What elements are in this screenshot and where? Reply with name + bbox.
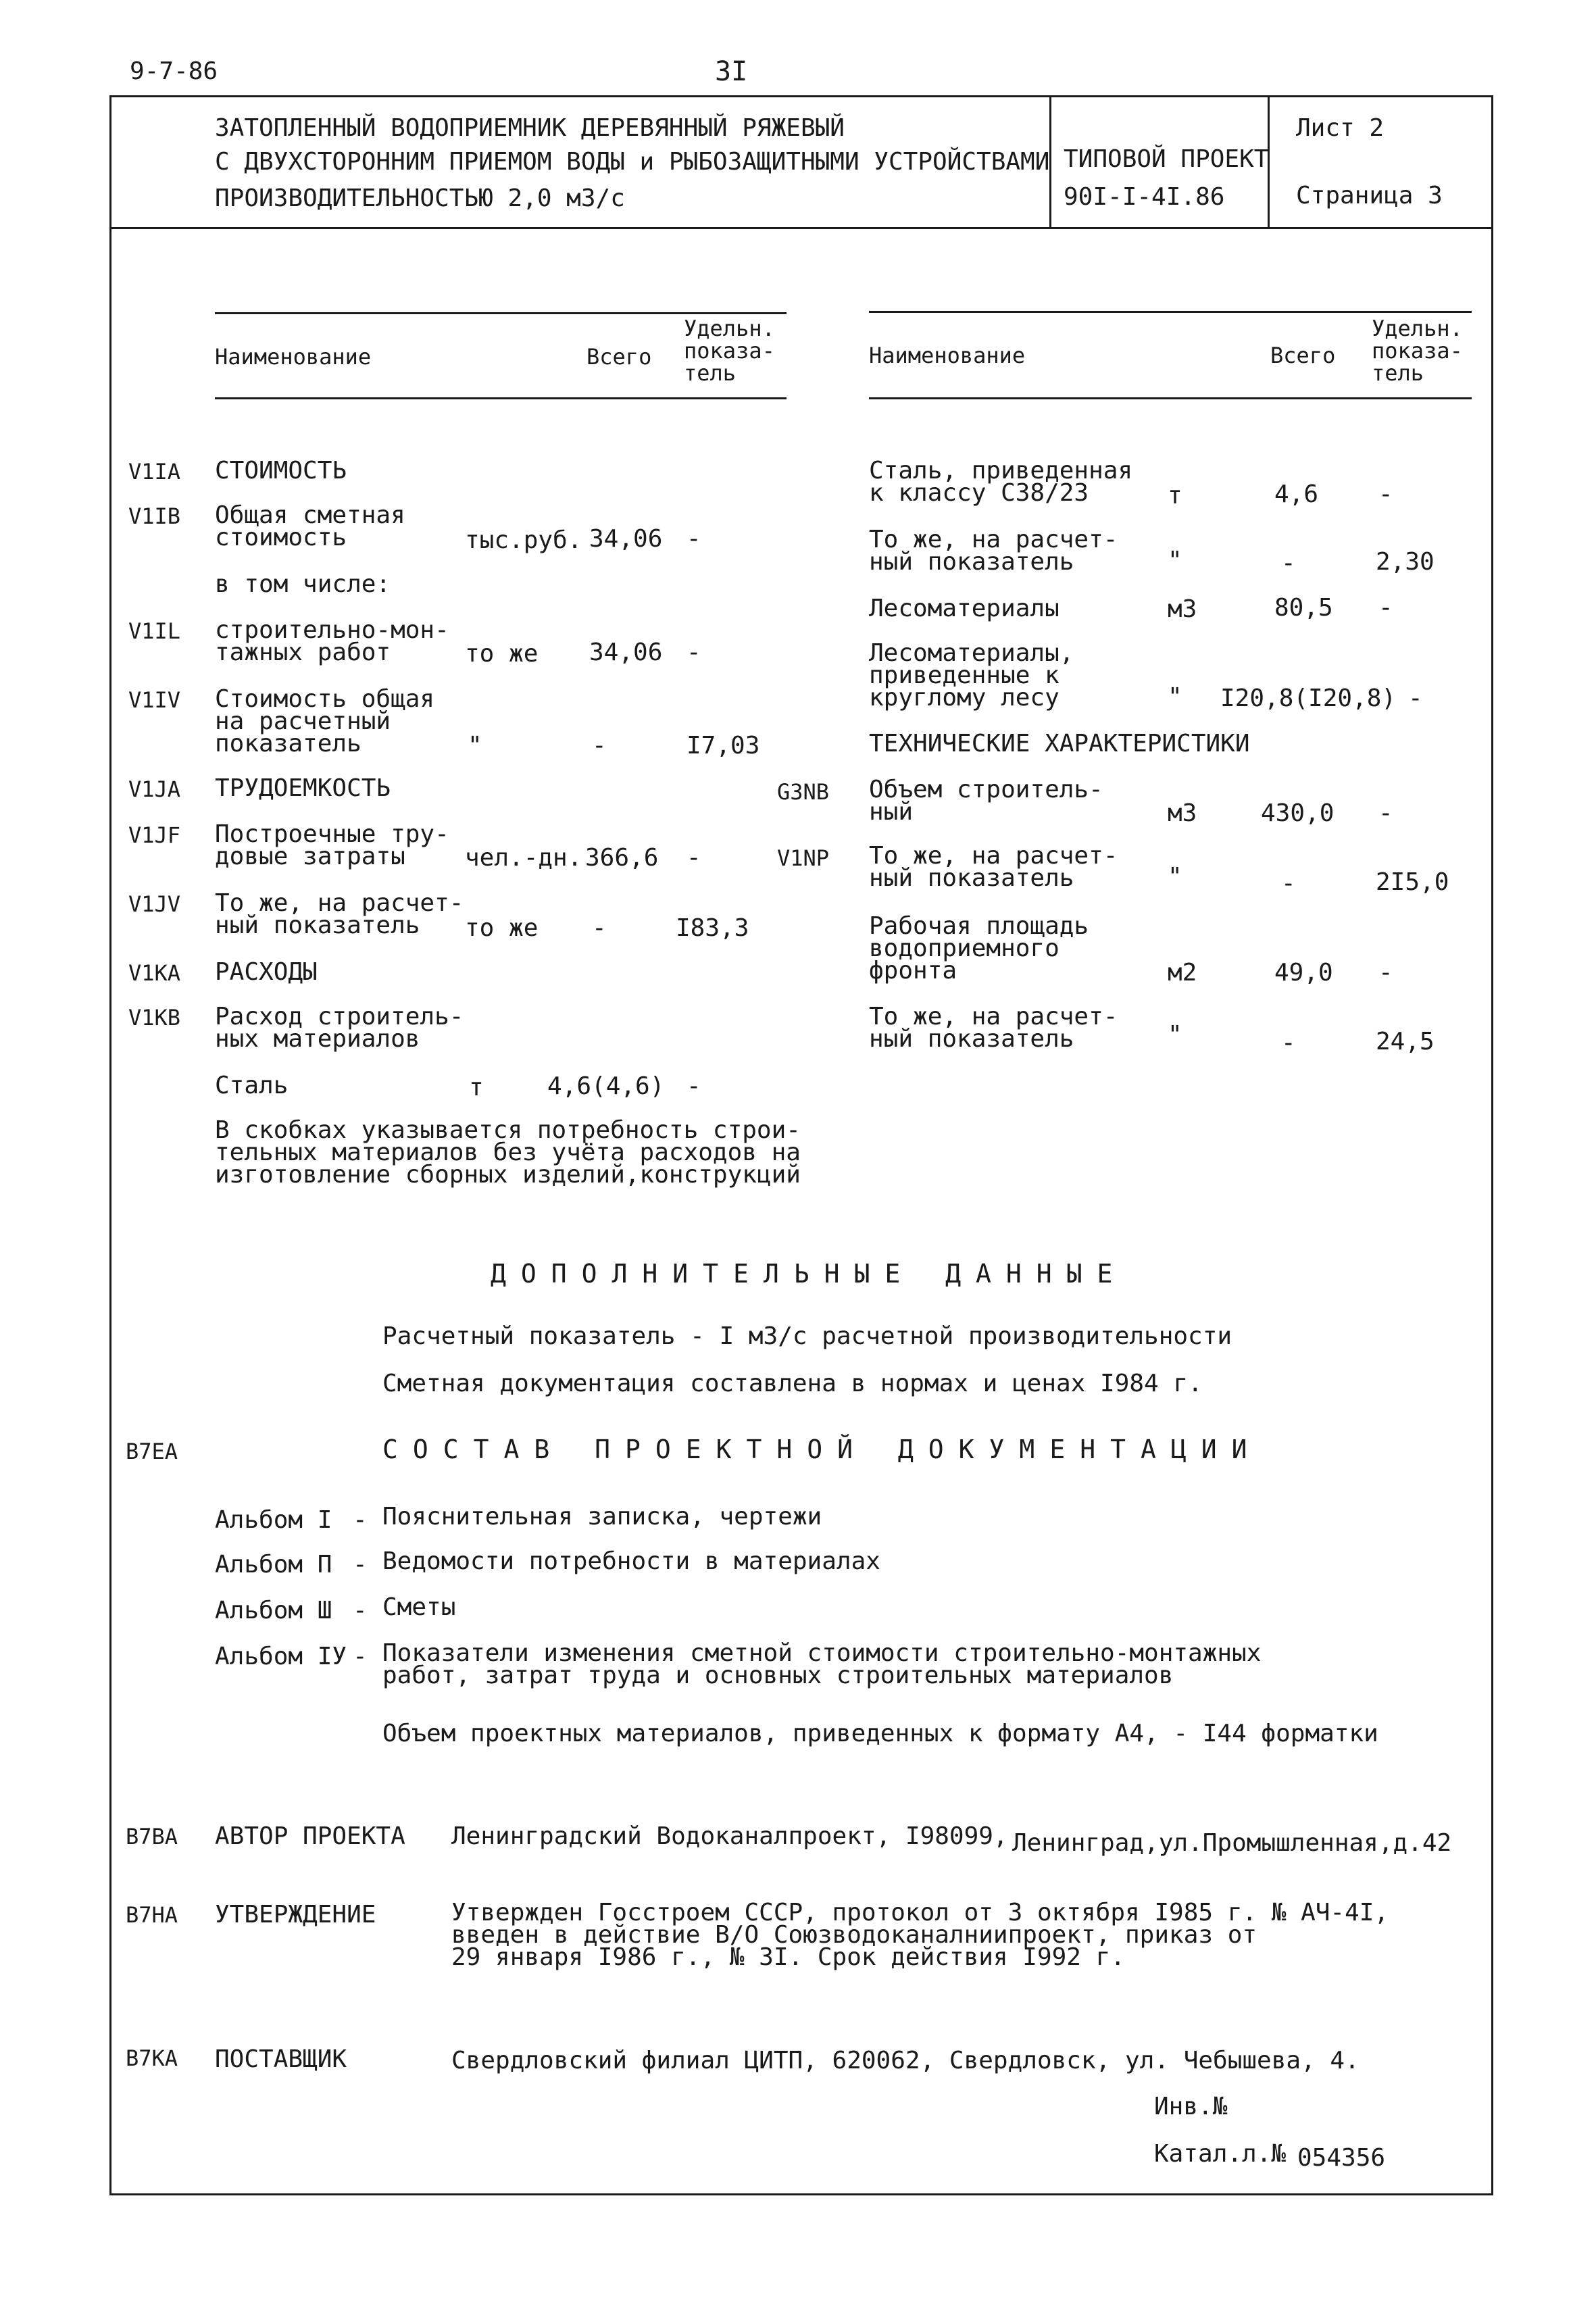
left-header-name: Наименование xyxy=(215,344,372,370)
row-name: Лесоматериалы xyxy=(869,595,1059,622)
row-name: Сталь xyxy=(215,1072,289,1099)
row-unit: то же xyxy=(465,914,539,942)
album-text: Показатели изменения сметной стоимости строительно-монтажных работ, затрат труда и основных строительных материалов xyxy=(382,1639,1262,1689)
row-specific: 2,30 xyxy=(1376,548,1435,576)
row-total: - xyxy=(592,914,607,942)
row-code: V1JV xyxy=(128,891,181,917)
row-total: 4,6(4,6) xyxy=(547,1072,665,1100)
row-unit: " xyxy=(1168,683,1182,711)
row-name: строительно-мон- тажных работ xyxy=(215,616,449,666)
header-bottom-rule xyxy=(109,227,1493,229)
row-specific: 2I5,0 xyxy=(1376,868,1449,896)
row-name: в том числе: xyxy=(215,570,391,598)
date-stamp: 9-7-86 xyxy=(130,57,218,85)
row-code: V1NP xyxy=(777,845,830,871)
left-table-top-rule xyxy=(215,312,787,314)
row-name: СТОИМОСТЬ xyxy=(215,457,347,484)
footer-code: В7КА xyxy=(126,2045,178,2071)
row-total: - xyxy=(592,732,607,760)
row-specific: - xyxy=(687,639,701,666)
row-name: РАСХОДЫ xyxy=(215,958,318,986)
album-text: Пояснительная записка, чертежи xyxy=(382,1503,822,1530)
project-number: 90I-I-4I.86 xyxy=(1064,183,1225,211)
album-label: Альбом Ш xyxy=(215,1597,332,1624)
left-header-specific: Удельн. показа- тель xyxy=(684,316,775,386)
album-dash: - xyxy=(353,1597,368,1624)
right-header-name: Наименование xyxy=(869,343,1026,368)
additional-line-2: Сметная документация составлена в нормах и ценах I984 г. xyxy=(382,1370,1203,1397)
row-specific: - xyxy=(1378,959,1393,987)
left-table-header-rule xyxy=(215,397,787,399)
row-name: То же, на расчет- ный показатель xyxy=(869,842,1118,892)
title-line-3: ПРОИЗВОДИТЕЛЬНОСТЬЮ 2,0 м3/с xyxy=(215,184,625,212)
footer-label: УТВЕРЖДЕНИЕ xyxy=(215,1901,376,1928)
row-specific: - xyxy=(687,1072,701,1100)
row-specific: - xyxy=(1378,594,1393,622)
album-text: Сметы xyxy=(382,1593,456,1621)
row-unit: м3 xyxy=(1168,595,1197,623)
row-name: То же, на расчет- ный показатель xyxy=(869,1003,1118,1053)
row-specific: - xyxy=(1408,684,1423,712)
row-unit: " xyxy=(1168,547,1182,574)
row-code: V1KB xyxy=(128,1005,181,1030)
album-dash: - xyxy=(353,1643,368,1670)
row-name: Общая сметная стоимость xyxy=(215,501,405,551)
materials-volume: Объем проектных материалов, приведенных к формату А4, - I44 форматки xyxy=(382,1720,1378,1747)
album-label: Альбом П xyxy=(215,1551,332,1578)
project-label: ТИПОВОЙ ПРОЕКТ xyxy=(1064,145,1269,173)
section-heading: ТЕХНИЧЕСКИЕ ХАРАКТЕРИСТИКИ xyxy=(869,730,1250,757)
album-label: Альбом IУ xyxy=(215,1643,347,1670)
row-unit: тыс.руб. xyxy=(465,526,582,554)
row-total: 366,6 xyxy=(585,844,659,872)
album-dash: - xyxy=(353,1506,368,1534)
row-total: I20,8(I20,8) xyxy=(1220,684,1397,712)
left-header-total: Всего xyxy=(587,344,652,370)
footer-label: АВТОР ПРОЕКТА xyxy=(215,1822,405,1850)
row-total: 80,5 xyxy=(1274,594,1333,622)
row-code: V1IB xyxy=(128,503,181,529)
album-text: Ведомости потребности в материалах xyxy=(382,1547,880,1575)
row-name: Объем строитель- ный xyxy=(869,776,1103,826)
right-table-header-rule xyxy=(869,397,1472,399)
page-label: Страница 3 xyxy=(1296,182,1443,209)
row-total: - xyxy=(1281,1029,1296,1057)
row-name: То же, на расчет- ный показатель xyxy=(869,526,1118,576)
right-header-specific: Удельн. показа- тель xyxy=(1372,316,1463,386)
row-total: 430,0 xyxy=(1261,799,1335,827)
row-code: G3NB xyxy=(777,779,830,805)
composition-code: В7ЕА xyxy=(126,1439,178,1464)
row-unit: чел.-дн. xyxy=(465,844,582,872)
row-unit: " xyxy=(1168,1021,1182,1049)
right-table-top-rule xyxy=(869,311,1472,313)
row-total: 49,0 xyxy=(1274,959,1333,987)
row-total: 34,06 xyxy=(589,525,663,553)
row-specific: - xyxy=(1378,799,1393,827)
footer-code: В7ВА xyxy=(126,1824,178,1849)
footer-label: ПОСТАВЩИК xyxy=(215,2045,347,2073)
right-header-total: Всего xyxy=(1270,343,1336,368)
catalog-number: 054356 xyxy=(1297,2144,1386,2172)
row-name: Расход строитель- ных материалов xyxy=(215,1003,464,1053)
header-divider-1 xyxy=(1049,95,1051,229)
row-unit: т xyxy=(469,1074,484,1101)
row-specific: - xyxy=(687,844,701,872)
row-name: Сталь, приведенная к классу С38/23 xyxy=(869,457,1133,507)
additional-line-1: Расчетный показатель - I м3/с расчетной производительности xyxy=(382,1322,1232,1350)
title-line-1: ЗАТОПЛЕННЫЙ ВОДОПРИЕМНИК ДЕРЕВЯННЫЙ РЯЖЕВЫЙ xyxy=(215,114,845,142)
row-specific: I7,03 xyxy=(687,732,760,760)
row-total: 34,06 xyxy=(589,639,663,666)
album-label: Альбом I xyxy=(215,1506,332,1534)
footer-text-2: Ленинград,ул.Промышленная,д.42 xyxy=(1012,1829,1452,1857)
row-name: ТРУДОЕМКОСТЬ xyxy=(215,774,391,802)
row-code: V1JA xyxy=(128,776,181,802)
row-unit: м3 xyxy=(1168,799,1197,827)
row-name: То же, на расчет- ный показатель xyxy=(215,889,464,939)
composition-heading: СОСТАВ ПРОЕКТНОЙ ДОКУМЕНТАЦИИ xyxy=(382,1435,1262,1464)
row-name: Стоимость общая на расчетный показатель xyxy=(215,685,435,757)
row-code: V1IA xyxy=(128,459,181,484)
row-specific: - xyxy=(1378,480,1393,508)
row-name: Построечные тру- довые затраты xyxy=(215,820,449,870)
footer-code: В7НА xyxy=(126,1902,178,1928)
row-code: V1IL xyxy=(128,618,181,644)
footer-text: Утвержден Госстроем СССР, протокол от 3 октября I985 г. № АЧ-4I, введен в действие В/О Союзводоканалниипроект, приказ от 29 января I986 г., № 3I. Срок действия I992 г. xyxy=(451,1899,1389,1971)
left-table-note: В скобках указывается потребность строи- тельных материалов без учёта расходов на изготовление сборных изделий,конструкций xyxy=(215,1116,801,1189)
row-total: 4,6 xyxy=(1274,480,1319,508)
row-total: - xyxy=(1281,549,1296,577)
row-total: - xyxy=(1281,870,1296,897)
row-unit: " xyxy=(1168,863,1182,891)
row-name: Рабочая площадь водоприемного фронта xyxy=(869,912,1089,985)
row-specific: - xyxy=(687,525,701,553)
row-unit: т xyxy=(1168,482,1182,509)
sheet-label: Лист 2 xyxy=(1296,114,1385,142)
row-code: V1IV xyxy=(128,687,181,713)
additional-heading: ДОПОЛНИТЕЛЬНЫЕ ДАННЫЕ xyxy=(491,1259,1128,1289)
page-number: 3I xyxy=(715,56,748,87)
footer-text: Свердловский филиал ЦИТП, 620062, Свердловск, ул. Чебышева, 4. xyxy=(451,2047,1360,2074)
row-name: Лесоматериалы, приведенные к круглому лесу xyxy=(869,639,1074,712)
row-specific: 24,5 xyxy=(1376,1028,1435,1055)
row-unit: " xyxy=(468,732,482,760)
inventory-label: Инв.№ xyxy=(1154,2093,1228,2120)
row-unit: м2 xyxy=(1168,959,1197,987)
album-dash: - xyxy=(353,1551,368,1578)
row-specific: I83,3 xyxy=(676,914,749,942)
catalog-label: Катал.л.№ xyxy=(1154,2140,1287,2168)
footer-text: Ленинградский Водоканалпроект, I98099, xyxy=(451,1822,1008,1850)
row-code: V1JF xyxy=(128,822,181,848)
row-unit: то же xyxy=(465,640,539,668)
title-line-2: С ДВУХСТОРОННИМ ПРИЕМОМ ВОДЫ и РЫБОЗАЩИТНЫМИ УСТРОЙСТВАМИ xyxy=(215,148,1050,176)
row-code: V1KA xyxy=(128,960,181,986)
